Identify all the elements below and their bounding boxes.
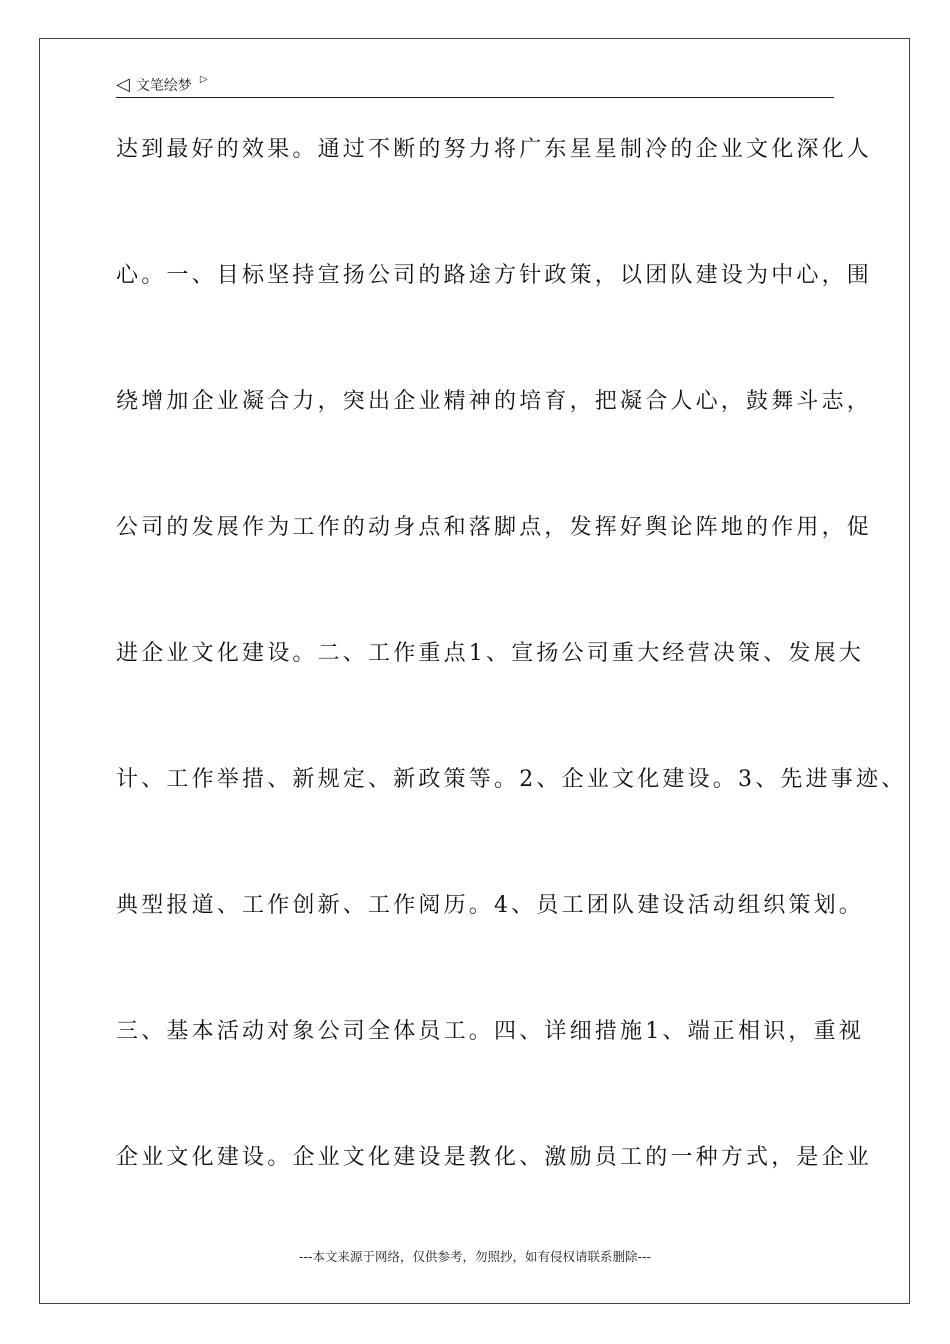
document-body: [116, 128, 907, 1262]
footer-disclaimer: ---本文来源于网络，仅供参考，勿照抄，如有侵权请联系删除---: [298, 1249, 652, 1264]
body-line: 绕增加企业凝合力，突出企业精神的培育，把凝合人心，鼓舞斗志，: [116, 389, 873, 414]
body-line: 计、工作举措、新规定、新政策等。2、企业文化建设。3、先进事迹、: [116, 767, 907, 792]
body-line: 典型报道、工作创新、工作阅历。4、员工团队建设活动组织策划。: [116, 893, 864, 918]
header-title: 文笔绘梦: [135, 78, 192, 94]
body-line: 公司的发展作为工作的动身点和落脚点，发挥好舆论阵地的作用，促: [116, 515, 873, 540]
right-triangle-icon: ▷: [199, 74, 208, 85]
left-triangle-icon: ◁: [116, 74, 130, 95]
body-line: 进企业文化建设。二、工作重点1、宣扬公司重大经营决策、发展大: [116, 641, 864, 666]
body-line: 达到最好的效果。通过不断的努力将广东星星制冷的企业文化深化人: [116, 137, 873, 162]
body-line: 企业文化建设。企业文化建设是教化、激励员工的一种方式，是企业: [116, 1145, 873, 1170]
body-line: 三、基本活动对象公司全体员工。四、详细措施1、端正相识，重视: [116, 1019, 864, 1044]
body-line: 心。一、目标坚持宣扬公司的路途方针政策，以团队建设为中心，围: [116, 263, 873, 288]
page-header: [116, 74, 208, 96]
header-divider: [116, 97, 834, 98]
